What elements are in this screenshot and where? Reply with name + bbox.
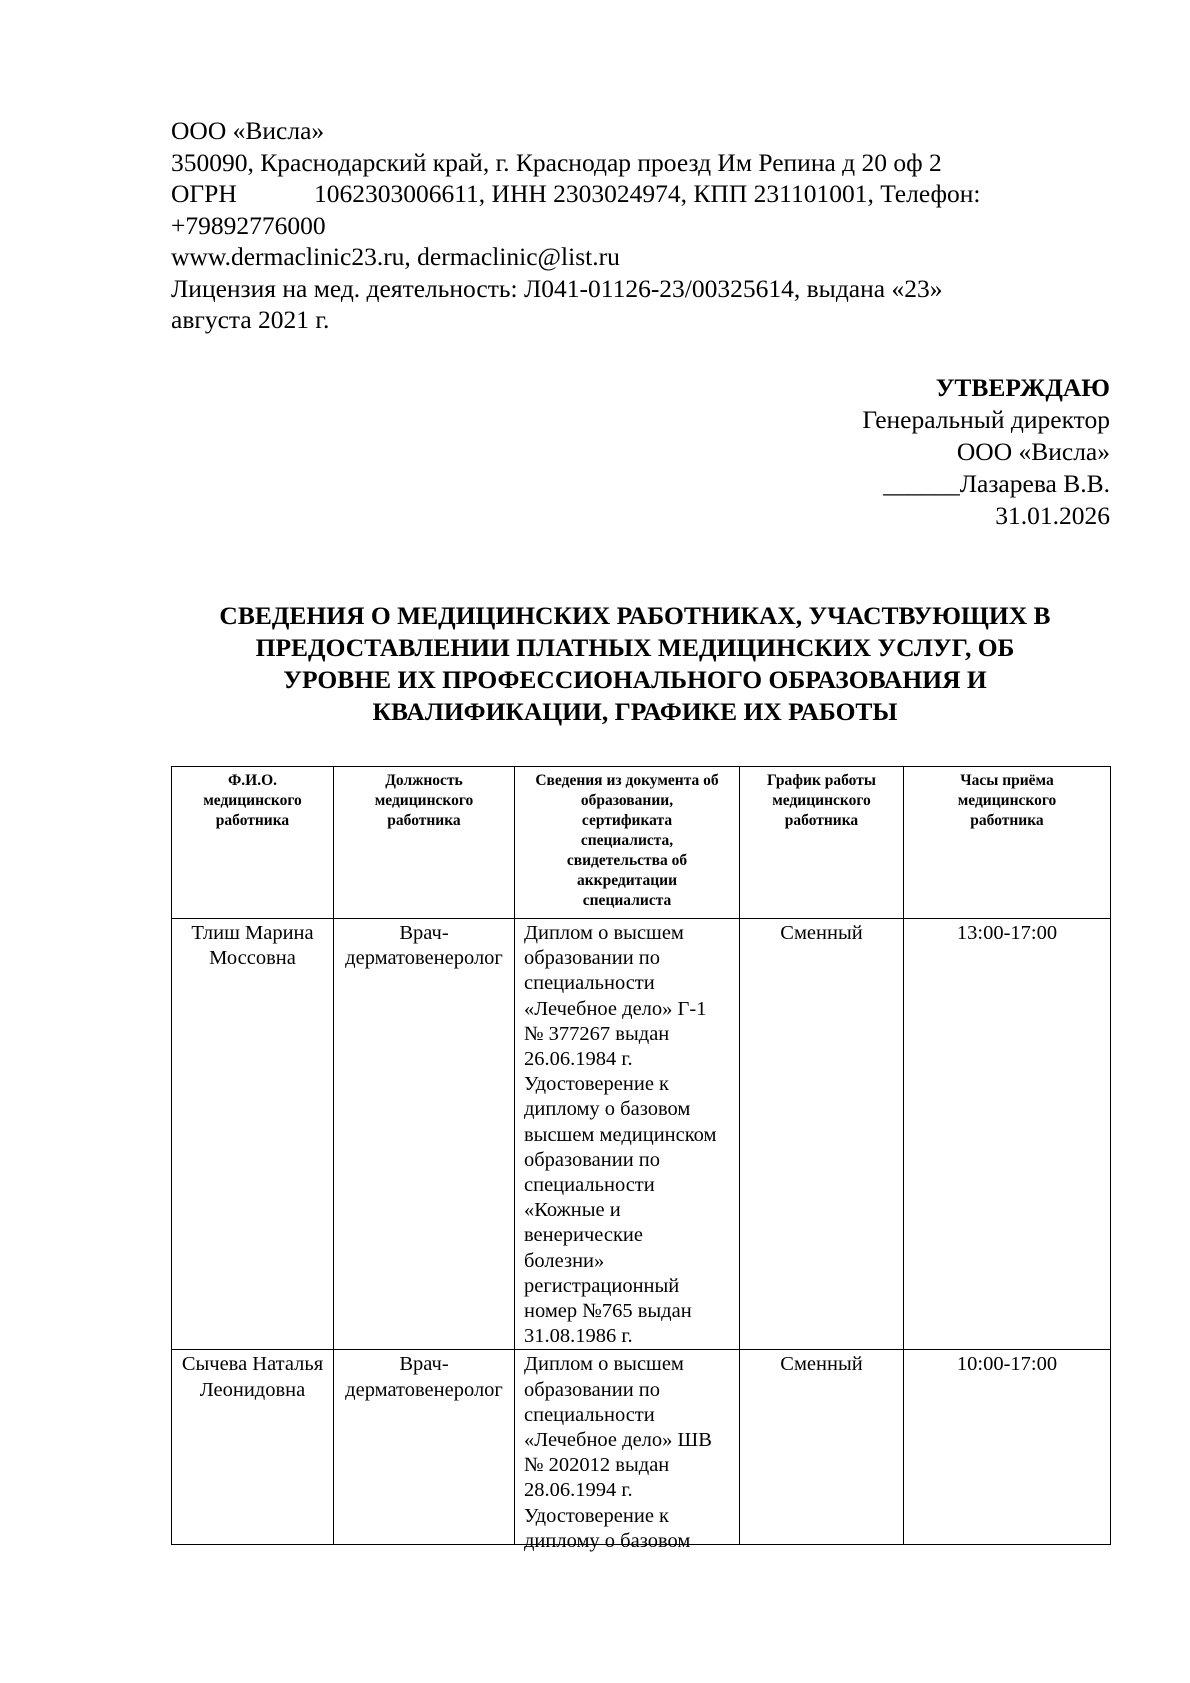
cell-text-line: аккредитации: [576, 872, 678, 889]
cell-text-line: Диплом о высшем: [524, 1353, 684, 1376]
education-text-clip: [524, 1352, 733, 1552]
header-hours: [904, 767, 1111, 919]
cell-text-line: дерматовенеролог: [345, 1378, 503, 1401]
cell-text-line: Сычева Наталья: [181, 1353, 324, 1376]
cell-text-line: сертификата: [581, 812, 673, 829]
license-line-1: Лицензия на мед. деятельность: Л041-01126-23/00325614, выдана «23»: [171, 273, 943, 303]
cell-text-line: Должность: [385, 772, 463, 789]
cell-text-line: работника: [784, 812, 859, 829]
document-title: [160, 600, 1110, 728]
cell-text-line: Удостоверение к: [524, 1504, 670, 1527]
title-line: УРОВНЕ ИХ ПРОФЕССИОНАЛЬНОГО ОБРАЗОВАНИЯ И: [283, 665, 987, 694]
cell-text-line: медицинского: [957, 792, 1057, 809]
title-line: ПРЕДОСТАВЛЕНИИ ПЛАТНЫХ МЕДИЦИНСКИХ УСЛУГ, ОБ: [255, 633, 1015, 662]
cell-text-line: медицинского: [203, 792, 302, 809]
cell-text-line: специалиста: [582, 892, 672, 909]
cell-text-line: Диплом о высшем: [524, 922, 684, 944]
company-registration: [171, 178, 1071, 210]
approval-block: [862, 372, 1110, 532]
approval-position: Генеральный директор: [862, 405, 1110, 434]
license-line-2: августа 2021 г.: [171, 305, 330, 334]
staff-table: [171, 766, 1111, 1552]
approval-org: ООО «Висла»: [956, 437, 1110, 466]
cell-text-line: Тлиш Марина: [191, 922, 314, 944]
table-row: [172, 919, 1111, 1350]
cell-text-line: «Лечебное дело» Г-1: [524, 997, 707, 1020]
table-header-row: [172, 767, 1111, 919]
cell-text-line: специалиста,: [580, 832, 674, 849]
cell-text-line: работника: [215, 812, 290, 829]
approval-heading: УТВЕРЖДАЮ: [935, 373, 1110, 402]
registration-numbers: 1062303006611, ИНН 2303024974, КПП 231101001, Телефон:: [314, 179, 981, 208]
cell-position: [334, 1350, 515, 1545]
cell-education: [515, 1350, 740, 1552]
cell-education: [515, 919, 740, 1350]
cell-text-line: дерматовенеролог: [345, 947, 503, 970]
title-line: СВЕДЕНИЯ О МЕДИЦИНСКИХ РАБОТНИКАХ, УЧАСТВУЮЩИХ В: [219, 601, 1051, 630]
cell-text-line: венерические: [524, 1224, 643, 1247]
cell-text-line: регистрационный: [524, 1274, 680, 1297]
cell-full-name: [172, 919, 334, 1350]
cell-text-line: Удостоверение к: [524, 1073, 670, 1096]
cell-text-line: медицинского: [374, 792, 474, 809]
cell-text-line: номер №765 выдан: [524, 1300, 692, 1323]
cell-schedule: Сменный: [740, 1350, 904, 1545]
cell-text-line: «Кожные и: [524, 1199, 621, 1222]
cell-text-line: Врач-: [399, 1353, 449, 1376]
cell-text-line: специальности: [524, 972, 655, 995]
cell-text-line: образовании по: [524, 1148, 661, 1171]
cell-text-line: Леонидовна: [199, 1378, 306, 1401]
cell-text-line: медицинского: [772, 792, 871, 809]
approval-signature: ______Лазарева В.В.: [883, 469, 1110, 498]
cell-text-line: 26.06.1984 г.: [524, 1048, 633, 1071]
cell-text-line: работника: [970, 812, 1044, 829]
cell-hours: 10:00-17:00: [904, 1350, 1111, 1545]
cell-text-line: диплому о базовом: [524, 1098, 691, 1121]
ogrn-label: ОГРН: [171, 179, 237, 208]
approval-date: 31.01.2026: [995, 501, 1110, 530]
cell-text-line: свидетельства об: [566, 852, 688, 869]
cell-text-line: № 202012 выдан: [524, 1454, 670, 1477]
cell-text-line: специальности: [524, 1403, 655, 1426]
header-education: [515, 767, 740, 919]
cell-text-line: специальности: [524, 1174, 655, 1197]
cell-text-line: Сведения из документа об: [535, 772, 719, 789]
cell-full-name: [172, 1350, 334, 1545]
header-position: [334, 767, 515, 919]
company-name: ООО «Висла»: [171, 116, 325, 145]
cell-text-line: Часы приёма: [960, 772, 1054, 789]
cell-text-line: образовании по: [524, 947, 661, 970]
cell-hours: 13:00-17:00: [904, 919, 1111, 1350]
cell-schedule: Сменный: [740, 919, 904, 1350]
cell-text-line: Ф.И.О.: [227, 772, 278, 789]
cell-text-line: № 377267 выдан: [524, 1022, 670, 1045]
cell-position: [334, 919, 515, 1350]
cell-text-line: 28.06.1994 г.: [524, 1479, 633, 1502]
cell-text-line: диплому о базовом: [524, 1529, 691, 1552]
company-phone: +79892776000: [171, 210, 326, 240]
cell-text-line: болезни»: [524, 1249, 605, 1272]
header-full-name: [172, 767, 334, 919]
cell-text-line: График работы: [767, 772, 876, 789]
company-web-email: www.dermaclinic23.ru, dermaclinic@list.ru: [171, 242, 620, 271]
cell-text-line: «Лечебное дело» ШВ: [524, 1429, 712, 1452]
title-line: КВАЛИФИКАЦИИ, ГРАФИКЕ ИХ РАБОТЫ: [372, 697, 898, 726]
header-schedule: [740, 767, 904, 919]
cell-text-line: работника: [387, 812, 461, 829]
company-address: 350090, Краснодарский край, г. Краснодар проезд Им Репина д 20 оф 2: [171, 147, 942, 177]
cell-text-line: образовании по: [524, 1378, 661, 1401]
table-row: [172, 1350, 1111, 1545]
cell-text-line: Врач-: [399, 922, 449, 944]
company-details: [171, 115, 1071, 336]
cell-text-line: образовании,: [580, 792, 674, 809]
cell-text-line: 31.08.1986 г.: [524, 1325, 633, 1348]
cell-text-line: Моссовна: [209, 947, 296, 970]
cell-text-line: высшем медицинском: [524, 1123, 717, 1146]
